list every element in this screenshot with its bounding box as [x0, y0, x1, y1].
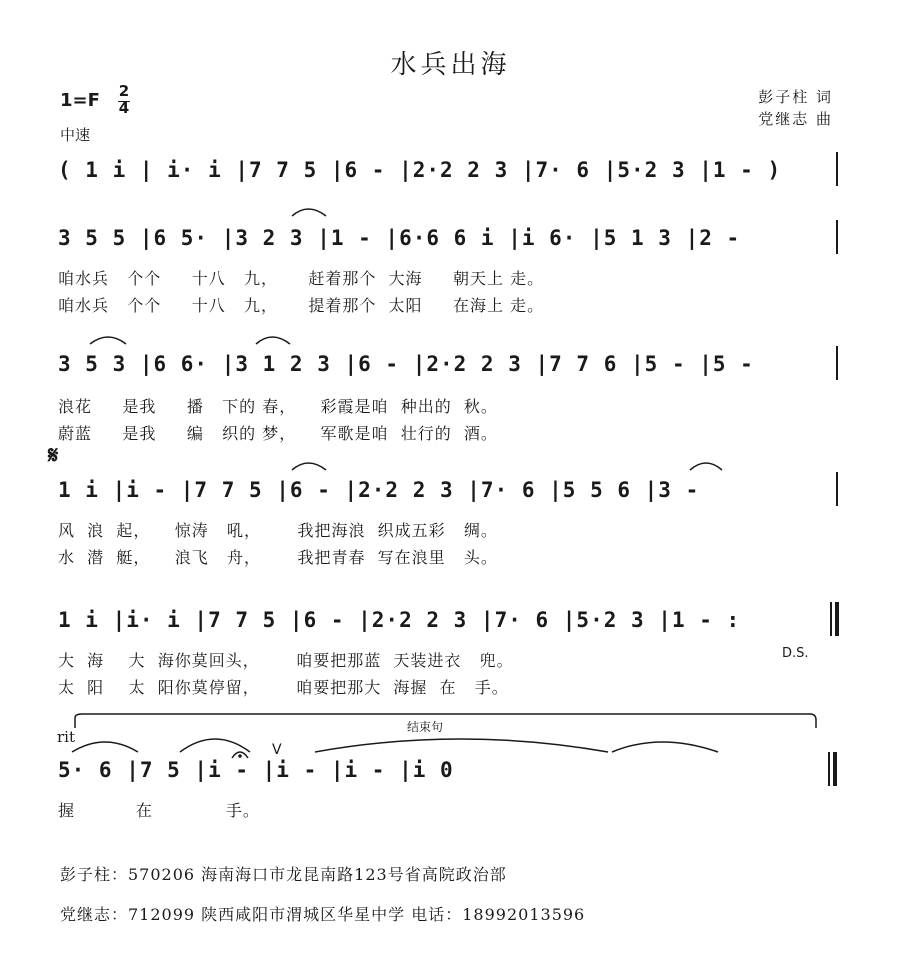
lyricist-credit: 彭子柱 词: [758, 88, 833, 106]
lyric-line-2a: 咱水兵 个个 十八 九， 赶着那个 大海 朝天上 走。: [58, 269, 545, 288]
breath-mark: V: [272, 742, 282, 758]
notation-system-3: 3 5 3 |6 6· |3 1 2 3 |6 - |2·2 2 3 |7 7 6 |5 - |5 -: [58, 352, 754, 376]
notation-system-6: 5· 6 |7 5 |i - |i - |i - |i 0: [58, 758, 454, 782]
fermata-dot: [238, 754, 242, 758]
lyric-line-5b: 太 阳 太 阳你莫停留， 咱要把那大 海握 在 手。: [58, 678, 509, 697]
time-signature-bottom: 4: [118, 99, 130, 117]
notation-system-5: 1 i |i· i |7 7 5 |6 - |2·2 2 3 |7· 6 |5·2 3 |1 - :: [58, 608, 741, 632]
footer-line-1: 彭子柱：570206 海南海口市龙昆南路123号省高院政治部: [60, 865, 507, 884]
key-signature: 1=F: [60, 90, 100, 111]
slur-1: [292, 209, 326, 216]
time-signature-top: 2: [118, 82, 130, 100]
slur-4: [292, 463, 326, 470]
slur-5: [690, 463, 722, 470]
lyric-line-5a: 大 海 大 海你莫回头， 咱要把那蓝 天装进衣 兜。: [58, 651, 514, 670]
slur-2: [90, 337, 126, 344]
slur-6: [72, 742, 138, 752]
notation-system-2: 3 5 5 |6 5· |3 2 3 |1 - |6·6 6 i |i 6· |5 1 3 |2 -: [58, 226, 741, 250]
slur-7: [180, 739, 250, 752]
notation-system-1: ( 1 i | i· i |7 7 5 |6 - |2·2 2 3 |7· 6 |5·2 3 |1 - ): [58, 158, 782, 182]
song-title: 水兵出海: [390, 50, 511, 80]
rit-marking: rit: [57, 728, 75, 746]
tie-long-1: [315, 739, 608, 752]
notation-system-4: 1 i |i - |7 7 5 |6 - |2·2 2 3 |7· 6 |5 5 6 |3 -: [58, 478, 700, 502]
composer-credit: 党继志 曲: [758, 110, 833, 128]
ending-bracket: [75, 714, 816, 728]
lyric-line-6: 握 在 手。: [58, 801, 260, 820]
lyric-line-2b: 咱水兵 个个 十八 九， 提着那个 太阳 在海上 走。: [58, 296, 545, 315]
lyric-line-3b: 蔚蓝 是我 编 织的 梦， 军歌是咱 壮行的 酒。: [58, 424, 498, 443]
tie-long-2: [612, 742, 718, 752]
ds-marking: D.S.: [782, 646, 809, 661]
tempo-marking: 中速: [60, 126, 91, 144]
footer-line-2: 党继志：712099 陕西咸阳市渭城区华星中学 电话：18992013596: [60, 905, 586, 924]
segno-sign: 𝄋: [48, 440, 59, 469]
lyric-line-3a: 浪花 是我 播 下的 春， 彩霞是咱 种出的 秋。: [58, 397, 498, 416]
slur-3: [256, 337, 290, 344]
ending-label: 结束句: [407, 720, 444, 734]
lyric-line-4a: 风 浪 起， 惊涛 吼， 我把海浪 织成五彩 绸。: [58, 521, 498, 540]
lyric-line-4b: 水 潜 艇， 浪飞 舟， 我把青春 写在浪里 头。: [58, 548, 498, 567]
